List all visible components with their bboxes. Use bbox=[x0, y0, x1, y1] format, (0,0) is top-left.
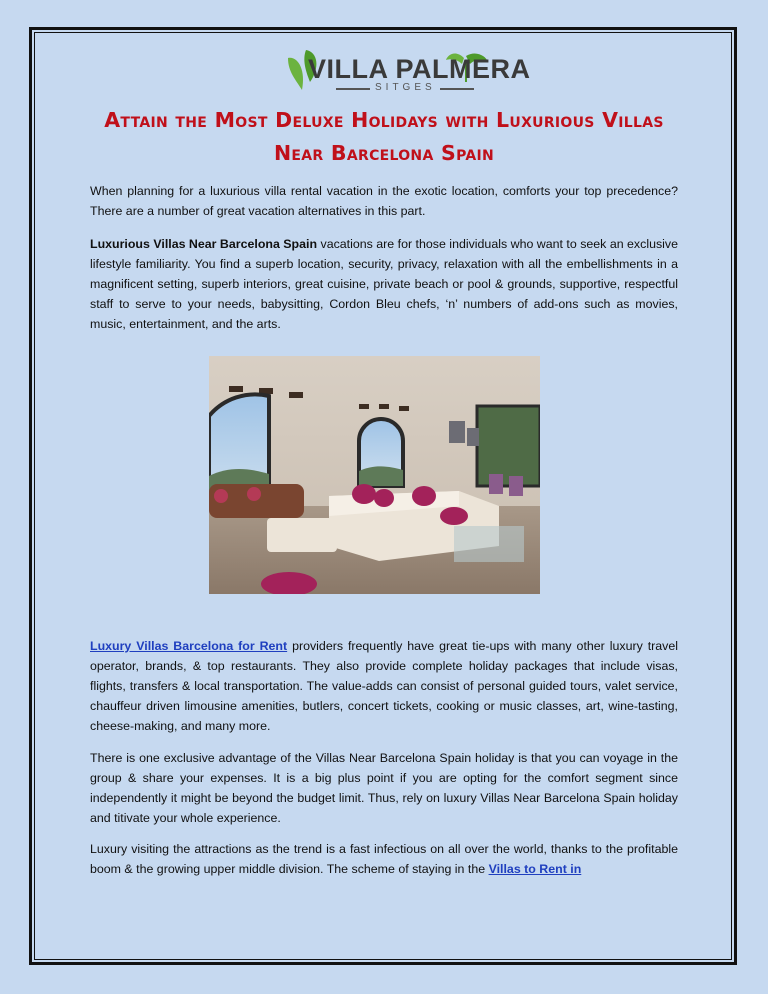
paragraph-providers-text: providers frequently have great tie-ups with many other luxury travel operator, brands, & top restaurants. They also provide complete holiday packages that include visas, flights, transfers & local transportation. The value-adds can consist of personal guided tours, valet service, chauffeur driven limousine amenities, butlers, concert tickets, cooking or music classes, art, wine-tasting, cheese-making, and many more. bbox=[90, 639, 679, 733]
paragraph-providers bbox=[90, 636, 678, 736]
paragraph-group-advantage bbox=[90, 748, 678, 828]
paragraph-lifestyle-text: vacations are for those individuals who want to seek an exclusive lifestyle familiarity. You find a superb location, security, privacy, relaxation with all the embellishments in a magnificent setting, superb interiors, great cuisine, private beach or pool & grounds, supportive, respectful staff to serve to your needs, babysitting, Cordon Bleu chefs, ‘n’ numbers of add-ons such as movies, music, entertainment, and the arts. bbox=[90, 237, 679, 331]
link-luxury-villas-barcelona-for-rent[interactable]: Luxury Villas Barcelona for Rent bbox=[90, 639, 288, 653]
paragraph-trend-text: Luxury visiting the attractions as the trend is a fast infectious on all over the world, thanks to the profitable boom & the growing upper middle division. The scheme of staying in the bbox=[90, 842, 678, 876]
logo-rule-right bbox=[440, 88, 474, 90]
logo-brand: VILLA PALMERA bbox=[308, 54, 531, 84]
paragraph-intro-text: When planning for a luxurious villa rental vacation in the exotic location, comforts your top precedence? There are a number of great vacation alternatives in this part. bbox=[90, 184, 678, 218]
page-title: Attain the Most Deluxe Holidays with Luxurious Villas Near Barcelona Spain bbox=[104, 108, 664, 165]
paragraph-intro bbox=[90, 181, 678, 221]
villa-palmera-logo bbox=[280, 46, 531, 98]
villa-interior-photo bbox=[209, 356, 540, 594]
logo-rule-left bbox=[336, 88, 370, 90]
paragraph-group-advantage-text: There is one exclusive advantage of the Villas Near Barcelona Spain holiday is that you can voyage in the group & share your expenses. It is a big plus point if you are opting for the comfort segment since independently it might be beyond the budget limit. Thus, rely on luxury Villas Near Barcelona Spain holiday and titivate your whole experience. bbox=[90, 751, 678, 825]
paragraph-lifestyle bbox=[90, 234, 678, 334]
paragraph-trend bbox=[90, 839, 678, 879]
bold-keyword: Luxurious Villas Near Barcelona Spain bbox=[90, 237, 318, 251]
living-room-image bbox=[209, 356, 540, 594]
link-villas-to-rent-in[interactable]: Villas to Rent in bbox=[488, 862, 582, 876]
logo-sub: SITGES bbox=[375, 82, 436, 93]
